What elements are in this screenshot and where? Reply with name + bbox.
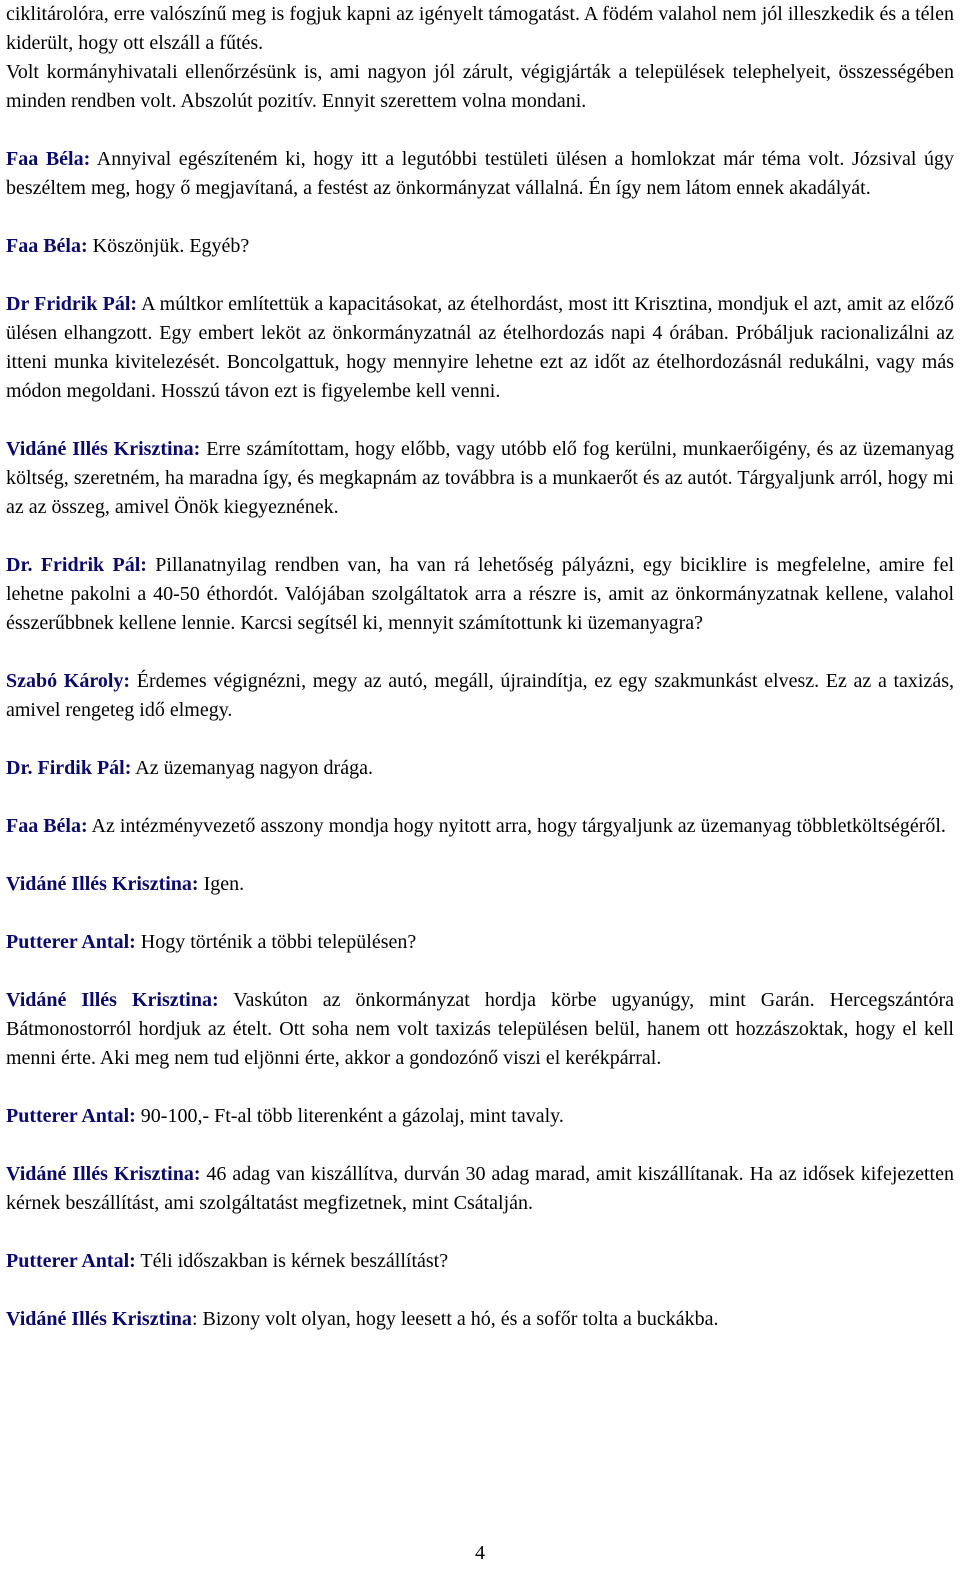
speech-paragraph: [6, 928, 954, 957]
speech-paragraph: [6, 551, 954, 638]
speaker-name: Dr Fridrik Pál:: [6, 293, 138, 315]
speech-text: Téli időszakban is kérnek beszállítást?: [135, 1250, 449, 1272]
page-number: 4: [475, 1542, 485, 1564]
speaker-name: Putterer Antal:: [6, 1105, 136, 1127]
speech-text: Erre számítottam, hogy előbb, vagy utóbb elő fog kerülni, munkaerőigény, és az üzemanyag költség, szeretném, ha maradna így, és megkapnám az továbbra is a munkaerőt és az autót. Tárgyaljunk arról, hogy mi az az összeg, amivel Önök kiegyeznének.: [6, 438, 954, 518]
speaker-name: Szabó Károly:: [6, 670, 131, 692]
document-page: [6, 0, 954, 1334]
speaker-name: Vidáné Illés Krisztina:: [6, 1163, 201, 1185]
speech-paragraph: [6, 435, 954, 522]
speech-text: Az üzemanyag nagyon drága.: [131, 757, 373, 779]
speech-paragraph: [6, 1102, 954, 1131]
intro-paragraph-2: Volt kormányhivatali ellenőrzésünk is, ami nagyon jól zárult, végigjárták a települések telephelyeit, összességében minden rendben volt. Abszolút pozitív. Ennyit szerettem volna mondani.: [6, 61, 954, 112]
speech-paragraph: [6, 667, 954, 725]
speech-text: Pillanatnyilag rendben van, ha van rá lehetőség pályázni, egy biciklire is megfelelne, amire fel lehetne pakolni a 40-50 éthordót. Valójában szolgáltatok arra a részre is, amit az önkormányzatnak kellene, valahol ésszerűbbnek kellene lennie. Karcsi segítsél ki, mennyit számítottunk ki üzemanyagra?: [6, 554, 954, 634]
speech-paragraph: [6, 1305, 954, 1334]
speaker-name: Faa Béla:: [6, 815, 88, 837]
speech-paragraph: [6, 812, 954, 841]
speech-text: Hogy történik a többi településen?: [135, 931, 417, 953]
intro-paragraph-1: ciklitárolóra, erre valószínű meg is fogjuk kapni az igényelt támogatást. A födém valahol nem jól illeszkedik és a télen kiderült, hogy ott elszáll a fűtés.: [6, 3, 954, 54]
speech-paragraph: [6, 1247, 954, 1276]
speech-paragraph: [6, 145, 954, 203]
speech-paragraph: [6, 232, 954, 261]
speech-text: Köszönjük. Egyéb?: [87, 235, 250, 257]
speech-text: Érdemes végignézni, megy az autó, megáll, újraindítja, ez egy szakmunkást elvesz. Ez az a taxizás, amivel rengeteg idő elmegy.: [6, 670, 954, 721]
speaker-name: Vidáné Illés Krisztina:: [6, 438, 201, 460]
speech-text: : Bizony volt olyan, hogy leesett a hó, és a sofőr tolta a buckákba.: [191, 1308, 719, 1330]
speech-paragraph: [6, 870, 954, 899]
speech-paragraph: [6, 1160, 954, 1218]
speaker-name: Putterer Antal:: [6, 931, 136, 953]
speaker-name: Faa Béla:: [6, 235, 88, 257]
speech-text: Vaskúton az önkormányzat hordja körbe ugyanúgy, mint Garán. Hercegszántóra Bátmonostorról hordjuk az ételt. Ott soha nem volt taxizás településen belül, hanem ott hozzászoktak, hogy el kell menni érte. Aki meg nem tud eljönni érte, akkor a gondozónő viszi el kerékpárral.: [6, 989, 955, 1069]
speaker-name: Putterer Antal:: [6, 1250, 136, 1272]
speech-text: 46 adag van kiszállítva, durván 30 adag marad, amit kiszállítanak. Ha az idősek kifejezetten kérnek beszállítást, ami szolgáltatást megfizetnek, mint Csátalján.: [6, 1163, 954, 1214]
speech-text: Az intézményvezető asszony mondja hogy nyitott arra, hogy tárgyaljunk az üzemanyag többletköltségéről.: [87, 815, 946, 837]
speaker-name: Dr. Firdik Pál:: [6, 757, 132, 779]
speaker-name: Faa Béla:: [6, 148, 91, 170]
speech-text: A múltkor említettük a kapacitásokat, az ételhordást, most itt Krisztina, mondjuk el azt, amit az előző ülésen elhangzott. Egy embert leköt az önkormányzatnál az ételhordozás napi 4 órában. Próbáljuk racionalizálni az itteni munka kivitelezését. Boncolgattuk, hogy mennyire lehetne ezt az időt az ételhordozásnál redukálni, vagy más módon megoldani. Hosszú távon ezt is figyelembe kell venni.: [6, 293, 954, 402]
speaker-name: Vidáné Illés Krisztina:: [6, 873, 199, 895]
speaker-name: Dr. Fridrik Pál:: [6, 554, 147, 576]
speech-text: Igen.: [198, 873, 245, 895]
speech-paragraph: [6, 754, 954, 783]
speech-paragraph: [6, 290, 954, 406]
speaker-name: Vidáné Illés Krisztina: [6, 1308, 192, 1330]
speech-text: Annyival egészíteném ki, hogy itt a legutóbbi testületi ülésen a homlokzat már téma volt. Józsival úgy beszéltem meg, hogy ő megjavítaná, a festést az önkormányzat vállalná. Én így nem látom ennek akadályát.: [6, 148, 954, 199]
speech-text: 90-100,- Ft-al több literenként a gázolaj, mint tavaly.: [135, 1105, 564, 1127]
speech-paragraph: [6, 986, 954, 1073]
speaker-name: Vidáné Illés Krisztina:: [6, 989, 219, 1011]
